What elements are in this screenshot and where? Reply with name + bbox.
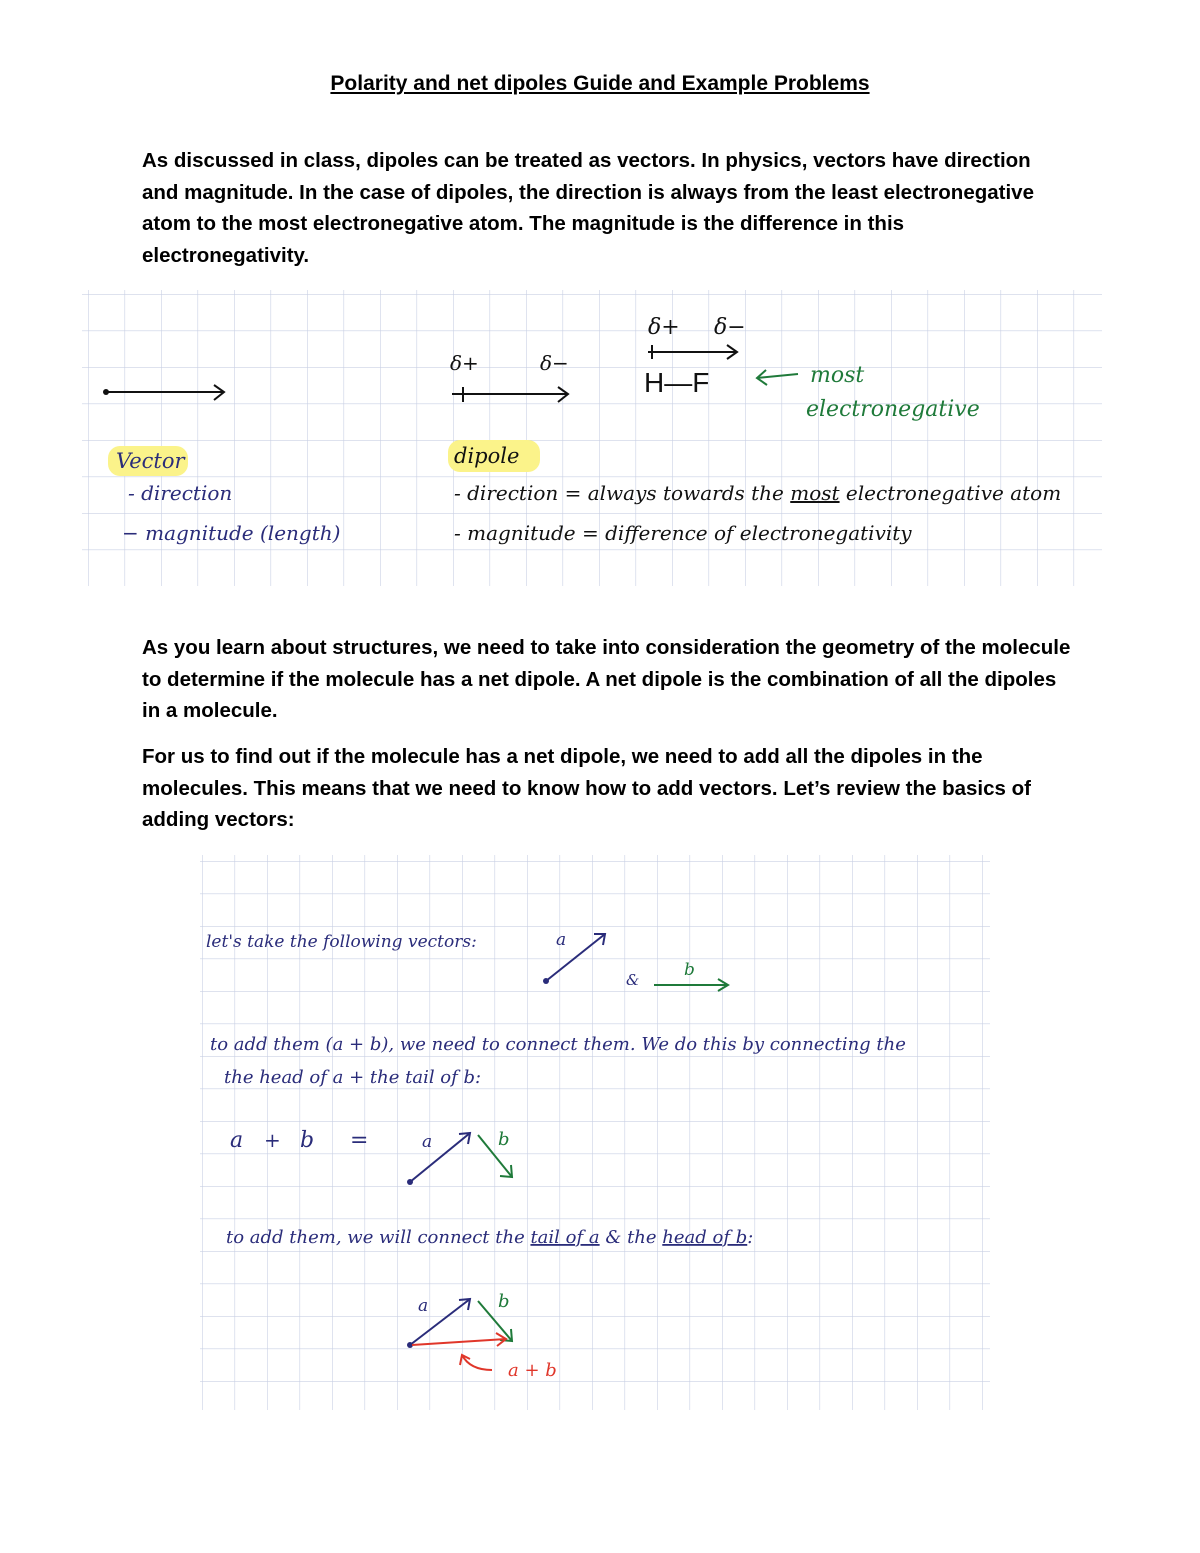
hf-molecule: H—F xyxy=(644,367,710,398)
sum1-a-label: a xyxy=(422,1132,433,1152)
vector-a-label: a xyxy=(556,930,567,950)
vector-heading: Vector xyxy=(116,449,185,473)
structures-paragraph: As you learn about structures, we need to take into consideration the geometry of the molecule to determine if the molecule has a net dipole. A net dipole is the combination of all the dipoles in a molecule. xyxy=(142,636,1071,722)
notes-grid-dipoles xyxy=(82,290,1102,586)
most-label: most xyxy=(810,363,865,388)
electronegative-label: electronegative xyxy=(806,397,980,422)
delta-plus-label: δ+ xyxy=(450,351,479,375)
vector-item-direction: - direction xyxy=(128,481,233,505)
intro-line: let's take the following vectors: xyxy=(206,932,477,952)
dipole-item-magnitude: - magnitude = difference of electronegativity xyxy=(454,521,912,545)
vector-tail-dot xyxy=(103,389,109,395)
equation-equals: = xyxy=(350,1128,369,1153)
sum1-b-label: b xyxy=(498,1129,510,1150)
vectors-paragraph: For us to find out if the molecule has a net dipole, we need to add all the dipoles in the molecules. This means that we need to know how to add vectors. Let’s review the basics of adding vectors: xyxy=(142,745,1031,831)
equation-a: a xyxy=(230,1128,244,1153)
connect-line-2: the head of a + the tail of b: xyxy=(224,1067,482,1088)
ampersand-label: & xyxy=(626,971,640,989)
equation-b: b xyxy=(300,1128,315,1153)
dipole-heading: dipole xyxy=(454,444,520,468)
vector-a-tail-dot xyxy=(543,978,549,984)
tail-head-line: to add them, we will connect the tail of a & the head of b: xyxy=(226,1227,754,1248)
equation-plus: + xyxy=(264,1128,281,1152)
hf-delta-plus-label: δ+ xyxy=(648,315,680,340)
hf-delta-minus-label: δ− xyxy=(714,315,746,340)
intro-paragraph: As discussed in class, dipoles can be treated as vectors. In physics, vectors have direction and magnitude. In the case of dipoles, the direction is always from the least electronegative atom to the most electronegative atom. The magnitude is the difference in this electronegativity. xyxy=(142,149,1034,267)
sum2-a-label: a xyxy=(418,1296,429,1316)
vector-b-label: b xyxy=(684,960,695,980)
delta-minus-label: δ− xyxy=(540,351,569,375)
sum1-tail-dot xyxy=(407,1179,413,1185)
notes-grid-vector-addition xyxy=(200,855,990,1410)
sum2-resultant-label: a + b xyxy=(508,1360,557,1381)
connect-line-1: to add them (a + b), we need to connect them. We do this by connecting the xyxy=(210,1034,906,1055)
page-title: Polarity and net dipoles Guide and Example Problems xyxy=(330,72,870,95)
dipole-item-direction: - direction = always towards the most electronegative atom xyxy=(454,481,1062,505)
vector-item-magnitude: − magnitude (length) xyxy=(122,521,341,545)
sum2-b-label: b xyxy=(498,1291,510,1312)
